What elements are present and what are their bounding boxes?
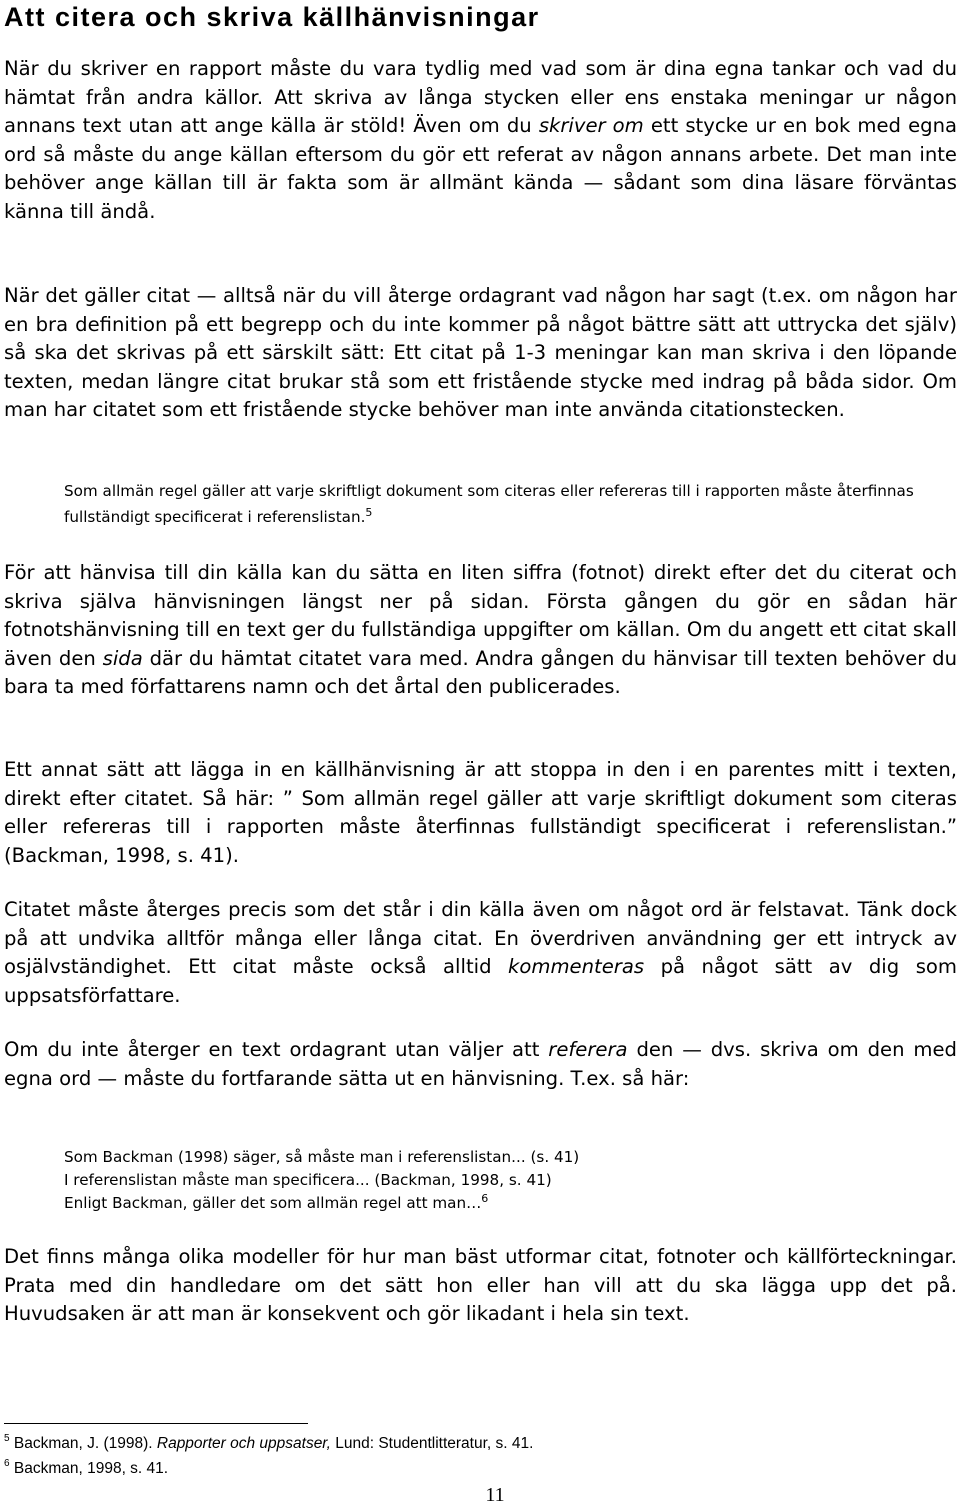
emphasis-skriver-om: skriver om: [538, 114, 644, 137]
paragraph-citations: När det gäller citat — alltså när du vill återge ordagrant vad någon har sagt (t.ex. om någon har en bra definition på ett begrepp och du inte kommer på något bättre sätt att uttrycka det själv) så ska det skrivas på ett särskilt sätt: Ett citat på 1-3 meningar kan man skriva i den löpande texten, medan längre citat brukar stå som ett fristående stycke med indrag på båda sidor. Om man har citatet som ett fristående stycke behöver man inte använda citationstecken.: [4, 284, 957, 421]
paragraph-models: Det finns många olika modeller för hur man bäst utformar citat, fotnoter och källförteckningar. Prata med din handledare om det sätt hon eller han vill att du ska lägga upp det på. Huvudsaken är att man är konsekvent och gör likadant i hela sin text.: [4, 1245, 957, 1325]
footnote-ref-5[interactable]: 5: [365, 506, 373, 519]
emphasis-kommenteras: kommenteras: [508, 955, 645, 978]
paragraph-footnote-method: För att hänvisa till din källa kan du sätta en liten siffra (fotnot) direkt efter det du citerat och skriva själva hänvisningen längst ner på sidan. Första gången du gör en sådan här fotnotshänvisning till en text ger du fullständiga uppgifter om källan. Om du angett ett citat skall även den sida där du hämtat citatet vara med. Andra gången du hänvisar till texten behöver du bara ta med författarens namn och det årtal den publicerades.: [4, 561, 957, 698]
paragraph-exact-quotes: Citatet måste återges precis som det står i din källa även om något ord är felstavat. Tänk dock på att undvika alltför många eller långa citat. En överdriven användning ger ett intryck av osjälvständighet. Ett citat måste också alltid kommenteras på något sätt av dig som uppsatsförfattare.: [4, 898, 957, 1007]
page-number: 11: [485, 1484, 505, 1506]
emphasis-sida: sida: [102, 646, 143, 670]
footnote-6: $^6$ Backman, 1998, s. 41.: [4, 1458, 169, 1477]
footnote-5: $^5$ Backman, J. (1998). Rapporter och uppsatser, Lund: Studentlitteratur, s. 41.: [4, 1433, 534, 1452]
block-quote: Som allmän regel gäller att varje skriftligt dokument som citeras eller refereras till i rapporten måste återfinnas fullständigt specificerat i referenslistan.$^5$: [64, 482, 914, 526]
paragraph-parenthesis-method: Ett annat sätt att lägga in en källhänvisning är att stoppa in den i en parentes mitt i texten, direkt efter citatet. Så här: ” Som allmän regel gäller att varje skriftligt dokument som citeras eller refereras till i rapporten måste återfinnas fullständigt specificerat i referenslistan.” (Backman, 1998, s. 41).: [4, 758, 957, 867]
footnote-separator: [4, 1423, 308, 1424]
paragraph-referencing: Om du inte återger en text ordagrant utan väljer att referera den — dvs. skriva om den med egna ord — måste du fortfarande sätta ut en hänvisning. T.ex. så här:: [4, 1038, 957, 1090]
example-line: I referenslistan måste man specificera... (Backman, 1998, s. 41): [64, 1171, 552, 1189]
paragraph-plagiarism: När du skriver en rapport måste du vara tydlig med vad som är dina egna tankar och vad du hämtat från andra källor. Att skriva av långa stycken eller ens enstaka meningar ur någon annans text utan att ange källa är stöld! Även om du skriver om ett stycke ur en bok med egna ord så måste du ange källan eftersom du gör ett referat av någon annans arbete. Det man inte behöver ange källan till är fakta som är allmänt kända — sådant som dina läsare förväntas känna till ändå.: [4, 57, 957, 223]
example-line: Som Backman (1998) säger, så måste man i referenslistan... (s. 41): [64, 1148, 580, 1166]
emphasis-referera: referera: [548, 1038, 628, 1061]
page-heading: Att citera och skriva källhänvisningar: [4, 2, 540, 32]
footnote-ref-6[interactable]: 6: [481, 1192, 489, 1205]
example-line: Enligt Backman, gäller det som allmän regel att man…$^6$: [64, 1192, 489, 1212]
